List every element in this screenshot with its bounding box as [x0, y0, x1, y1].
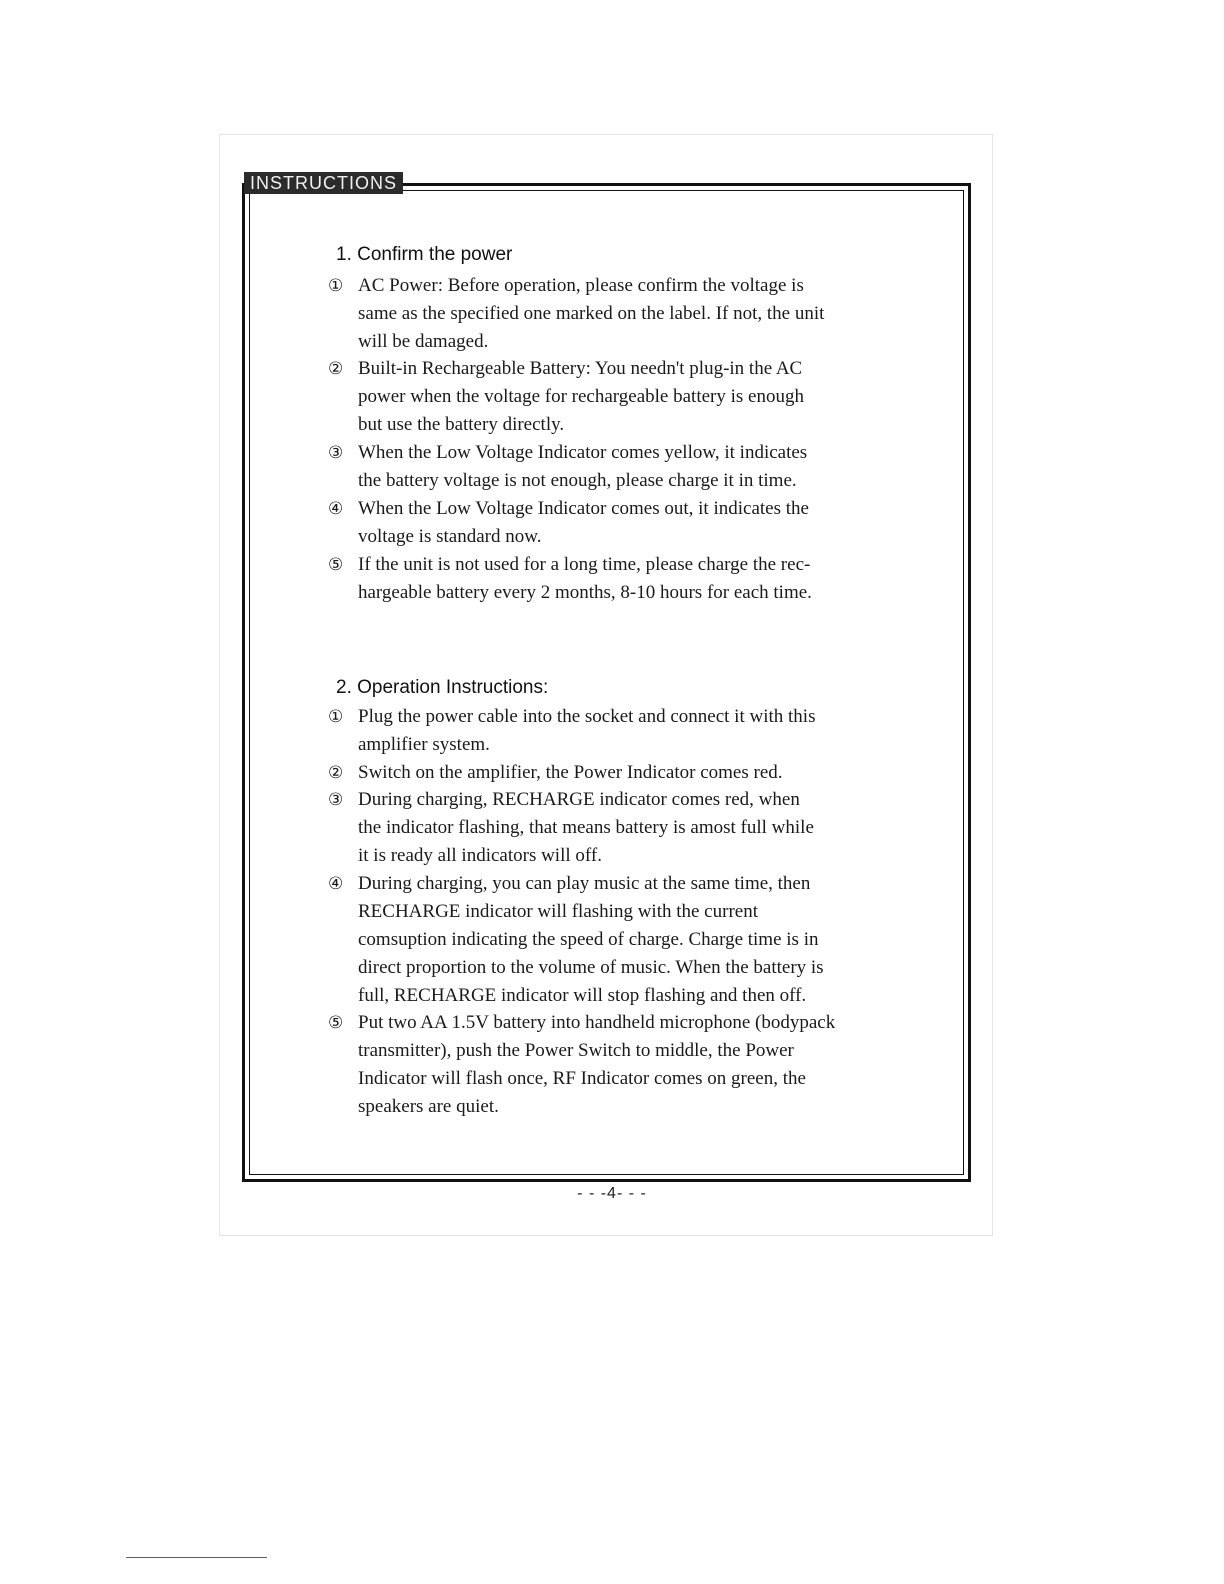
item-text-line: full, RECHARGE indicator will stop flashing and then off.	[358, 985, 807, 1006]
item-text-line: RECHARGE indicator will flashing with the current	[358, 901, 758, 922]
item-text-line: but use the battery directly.	[358, 414, 565, 435]
item-text-line: hargeable battery every 2 months, 8-10 hours for each time.	[358, 582, 812, 603]
item-text-line: it is ready all indicators will off.	[358, 845, 602, 866]
item-text-line: Built-in Rechargeable Battery: You needn't plug-in the AC	[358, 358, 803, 379]
item-text-line: comsuption indicating the speed of charge. Charge time is in	[358, 929, 819, 950]
list-item	[328, 786, 893, 870]
item-text-line: Plug the power cable into the socket and connect it with this	[358, 706, 816, 727]
item-text-line: will be damaged.	[358, 331, 489, 352]
item-text-line: transmitter), push the Power Switch to middle, the Power	[358, 1040, 794, 1061]
divider-line	[126, 1557, 267, 1558]
item-text-line: Put two AA 1.5V battery into handheld microphone (bodypack	[358, 1012, 836, 1033]
list-item	[328, 759, 893, 787]
item-text-line: Switch on the amplifier, the Power Indicator comes red.	[358, 762, 783, 783]
item-number-marker: ①	[328, 276, 344, 296]
item-text-line: When the Low Voltage Indicator comes yellow, it indicates	[358, 442, 808, 463]
list-item	[328, 272, 893, 356]
list-item	[328, 1009, 893, 1121]
item-number-marker: ④	[328, 499, 344, 519]
list-item	[328, 495, 893, 551]
section-heading-confirm-power: 1. Confirm the power	[336, 244, 513, 265]
item-number-marker: ⑤	[328, 1013, 344, 1033]
item-text-line: direct proportion to the volume of music. When the battery is	[358, 957, 824, 978]
list-item	[328, 551, 893, 607]
item-text-line: the battery voltage is not enough, please charge it in time.	[358, 470, 797, 491]
item-text-line: AC Power: Before operation, please confirm the voltage is	[358, 275, 804, 296]
page-number: - - -4- - -	[577, 1185, 647, 1202]
list-item	[328, 703, 893, 759]
item-text-line: When the Low Voltage Indicator comes out, it indicates the	[358, 498, 809, 519]
list-item	[328, 870, 893, 1010]
item-number-marker: ③	[328, 443, 344, 463]
item-number-marker: ⑤	[328, 555, 344, 575]
item-text-line: If the unit is not used for a long time, please charge the rec-	[358, 554, 811, 575]
section-heading-operation-instructions: 2. Operation Instructions:	[336, 677, 549, 698]
item-number-marker: ③	[328, 790, 344, 810]
item-text-line: Indicator will flash once, RF Indicator comes on green, the	[358, 1068, 806, 1089]
item-text-line: power when the voltage for rechargeable battery is enough	[358, 386, 804, 407]
item-text-line: same as the specified one marked on the label. If not, the unit	[358, 303, 825, 324]
item-number-marker: ②	[328, 359, 344, 379]
item-text-line: speakers are quiet.	[358, 1096, 499, 1117]
item-number-marker: ②	[328, 763, 344, 783]
item-text-line: the indicator flashing, that means battery is amost full while	[358, 817, 814, 838]
instructions-tab-label: INSTRUCTIONS	[244, 172, 403, 194]
item-text-line: voltage is standard now.	[358, 526, 542, 547]
list-item	[328, 355, 893, 439]
list-item	[328, 439, 893, 495]
item-number-marker: ④	[328, 874, 344, 894]
item-number-marker: ①	[328, 707, 344, 727]
item-text-line: amplifier system.	[358, 734, 490, 755]
item-text-line: During charging, RECHARGE indicator comes red, when	[358, 789, 800, 810]
item-text-line: During charging, you can play music at the same time, then	[358, 873, 811, 894]
